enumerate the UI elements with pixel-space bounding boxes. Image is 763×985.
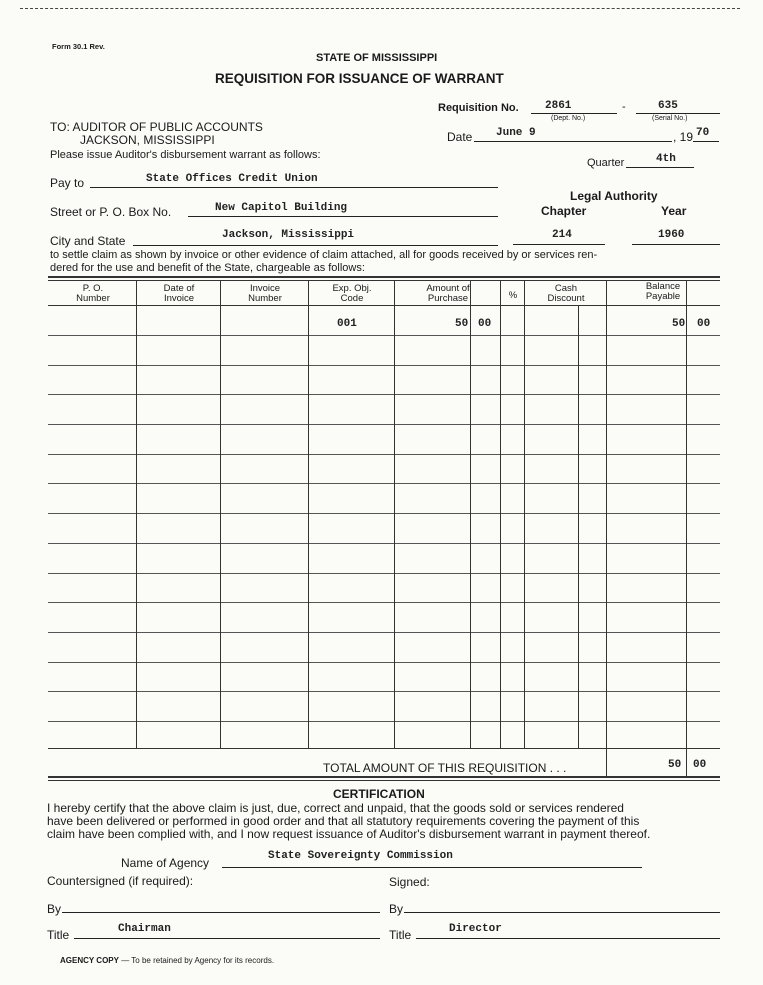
signed-label: Signed: [389,875,430,889]
col-header-exp-line2: Code [340,293,364,304]
table-body-bottom-rule [48,748,720,749]
row1-amount-cents: 00 [478,318,492,330]
pay-to-value: State Offices Credit Union [146,173,318,185]
disbursement-request: Please issue Auditor's disbursement warrant as follows: [50,149,321,161]
agency-line [222,867,642,868]
countersigned-label: Countersigned (if required): [47,874,194,888]
dept-no-line [531,113,617,114]
legal-year-label: Year [661,204,687,218]
table-column-rule [394,280,395,748]
addressee-line1: TO: AUDITOR OF PUBLIC ACCOUNTS [50,120,263,134]
street-label: Street or P. O. Box No. [50,205,172,219]
chapter-label: Chapter [541,204,587,218]
form-number: Form 30.1 Rev. [52,42,105,51]
table-row-rule [48,721,720,722]
claim-text-line1: to settle claim as shown by invoice or other evidence of claim attached, all for goods received by or services ren- [50,249,598,261]
col-header-exp-line1: Exp. Obj. [332,283,372,294]
serial-no-caption: (Serial No.) [652,115,688,122]
legal-year-line [632,244,720,245]
footer-note [60,956,274,965]
total-bottom-rule [48,776,720,778]
col-header-pct [502,291,524,301]
table-row-rule [48,454,720,455]
total-bottom-rule-2 [48,780,720,781]
requisition-no-label: Requisition No. [438,102,519,114]
chapter-line [513,244,605,245]
left-title-value: Chairman [118,923,171,935]
serial-no-value: 635 [658,100,678,112]
col-header-cash [526,284,606,304]
quarter-label: Quarter [587,157,625,169]
city-label: City and State [50,234,126,248]
table-row-rule [48,543,720,544]
col-header-date [138,284,220,304]
table-row-rule [48,513,720,514]
table-header-rule [48,305,720,306]
footer-copy-label: AGENCY COPY [60,956,119,965]
state-heading: STATE OF MISSISSIPPI [316,52,438,64]
certification-line1: I hereby certify that the above claim is just, due, correct and unpaid, that the goods sold or services rendered [47,801,624,815]
table-column-rule [500,280,501,748]
row1-amount-dollars: 50 [455,318,469,330]
footer-copy-note: — To be retained by Agency for its records. [121,956,275,965]
street-line [188,216,498,217]
form-title: REQUISITION FOR ISSUANCE OF WARRANT [215,71,504,86]
col-header-invoice-line2: Number [248,293,282,304]
legal-authority-label: Legal Authority [570,189,658,203]
table-column-rule [308,280,309,748]
street-value: New Capitol Building [215,202,348,214]
year-prefix: , 19 [673,130,694,144]
table-column-rule [578,305,579,748]
certification-line2: have been delivered or performed in good order and that all statutory requirements covering the payment of this [47,814,640,828]
table-row-rule [48,691,720,692]
certification-line3: claim have been complied with, and I now request issuance of Auditor's disbursement warrant in payment thereof. [47,827,651,841]
right-by-label: By [389,902,404,916]
table-row-rule [48,335,720,336]
quarter-line [626,167,694,168]
date-value: June 9 [496,127,536,139]
table-column-rule [686,280,687,777]
col-header-date-line2: Invoice [163,293,195,304]
table-row-rule [48,602,720,603]
year-line [693,141,719,142]
col-header-pct-line1: % [508,290,518,301]
right-title-label: Title [389,928,412,942]
table-column-rule [524,280,525,748]
requisition-dash: - [622,101,626,113]
col-header-cash-line2: Discount [547,293,585,304]
col-header-exp [310,284,394,304]
left-title-label: Title [47,928,70,942]
chapter-value: 214 [552,229,572,241]
pay-to-label: Pay to [50,176,85,190]
table-column-rule [470,280,471,748]
year-value: 70 [696,127,710,139]
total-dollars: 50 [668,759,682,771]
left-title-line[interactable] [74,938,380,939]
right-title-line[interactable] [416,938,720,939]
col-header-invoice-line1: Invoice [249,283,281,294]
total-label: TOTAL AMOUNT OF THIS REQUISITION . . . [323,761,567,775]
table-row-rule [48,632,720,633]
date-label: Date [447,130,473,144]
table-row-rule [48,662,720,663]
table-column-rule [606,280,607,777]
table-row-rule [48,365,720,366]
city-line [133,245,498,246]
col-header-amount-line2: Purchase [427,293,469,304]
claim-text-line2: dered for the use and benefit of the State, chargeable as follows: [50,262,365,274]
left-by-line[interactable] [62,912,380,913]
table-top-rule [48,276,720,278]
left-by-label: By [47,902,62,916]
right-by-line[interactable] [404,912,720,913]
addressee-line2: JACKSON, MISSISSIPPI [80,133,215,147]
table-row-rule [48,483,720,484]
date-line [474,141,672,142]
serial-no-line [636,113,720,114]
table-row-rule [48,394,720,395]
top-edge-dash [20,8,740,9]
col-header-balance [608,282,718,302]
quarter-value: 4th [656,153,676,165]
city-value: Jackson, Mississippi [222,229,355,241]
agency-label: Name of Agency [121,856,210,870]
col-header-balance-line2: Payable [645,291,681,302]
col-header-amount-line1: Amount of [426,283,470,294]
certification-heading: CERTIFICATION [333,787,425,801]
pay-to-line [90,187,498,188]
col-header-amount [396,284,500,304]
dept-no-caption: (Dept. No.) [551,115,586,122]
right-title-value: Director [449,923,502,935]
col-header-po-line1: P. O. [82,283,104,294]
table-column-rule [220,280,221,748]
row1-exp-code: 001 [337,318,357,330]
legal-year-value: 1960 [658,229,685,241]
table-top-rule-2 [48,280,720,281]
row1-balance-dollars: 50 [672,318,686,330]
col-header-invoice [222,284,308,304]
row1-balance-cents: 00 [697,318,711,330]
col-header-date-line1: Date of [163,283,195,294]
col-header-po-line2: Number [76,293,110,304]
col-header-cash-line1: Cash [554,283,578,294]
agency-value: State Sovereignty Commission [268,850,453,862]
col-header-po [52,284,134,304]
dept-no-value: 2861 [545,100,572,112]
table-row-rule [48,573,720,574]
col-header-balance-line1: Balance [645,281,681,292]
table-column-rule [136,280,137,748]
table-row-rule [48,424,720,425]
total-cents: 00 [693,759,707,771]
